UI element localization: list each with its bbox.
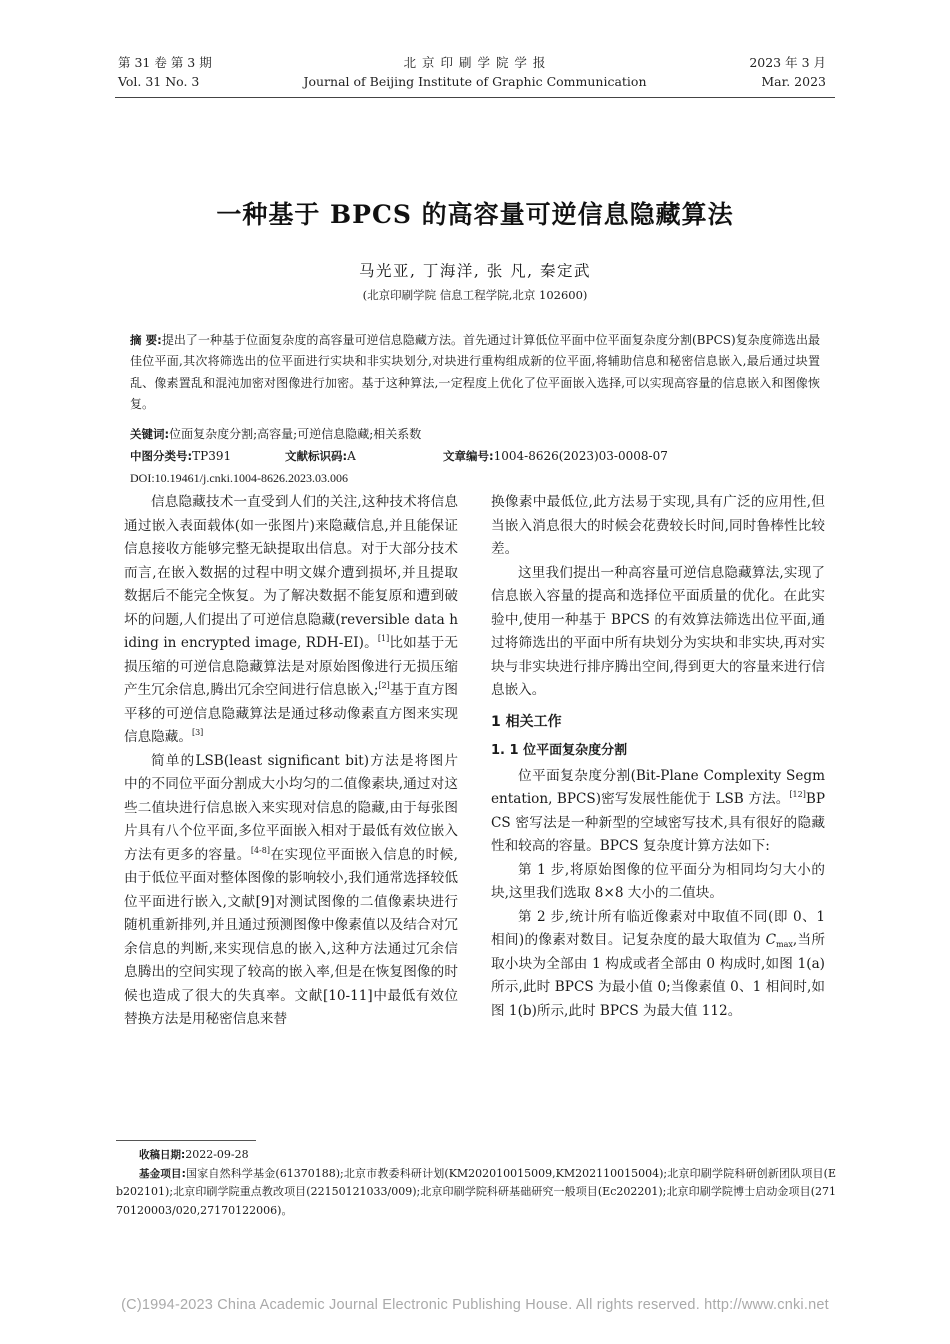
body-paragraph-continued: 换像素中最低位,此方法易于实现,具有广泛的应用性,但当嵌入消息很大的时候会花费较长时间,同时鲁棒性比较差。 bbox=[491, 494, 825, 557]
header-volume-en: Vol. 31 No. 3 bbox=[118, 74, 200, 89]
header-date-cn: 2023 年 3 月 bbox=[749, 55, 826, 70]
citation: [4-8] bbox=[250, 845, 270, 855]
doc-code-value: A bbox=[347, 449, 356, 463]
footnotes bbox=[116, 1146, 836, 1220]
header-journal-en: Journal of Beijing Institute of Graphic Communication bbox=[303, 74, 647, 89]
keywords bbox=[130, 425, 421, 443]
body-right-column bbox=[491, 491, 825, 1023]
classification-line bbox=[130, 447, 820, 465]
copyright-notice: (C)1994-2023 China Academic Journal Electronic Publishing House. All rights reserved. http://www.cnki.net bbox=[121, 1297, 829, 1313]
received-label: 收稿日期: bbox=[139, 1149, 186, 1161]
received-date: 收稿日期:2022-09-28 bbox=[139, 1148, 249, 1161]
variable-c: C bbox=[765, 932, 776, 948]
header-journal-cn: 北 京 印 刷 学 院 学 报 bbox=[403, 55, 547, 70]
header-date bbox=[749, 53, 826, 91]
article-no-value: 1004-8626(2023)03-0008-07 bbox=[493, 449, 668, 463]
citation: [12] bbox=[789, 790, 806, 799]
body-paragraph: 简单的LSB(least significant bit)方法是将图片中的不同位平面分割成大小均匀的二值像素块,通过对这些二值块进行信息嵌入来实现对信息的隐藏,由于每张图片具有八个位平面,多位平面嵌入相对于最低有效位嵌入方法有更多的容量。[4-8]在实现位平面嵌入信息的时候,由于低位平面对整体图像的影响较小,我们通常选择较低位平面进行嵌入,文献[9]对测试图像的二值像素块进行随机重新排列,并且通过预测图像中像素值以及结合对冗余信息的判断,来实现信息的嵌入,这种方法通过冗余信息腾出的空间实现了较高的嵌入率,但是在恢复图像的时候也造成了很大的失真率。文献[10-11]中最低有效位替换方法是用秘密信息来替 bbox=[124, 752, 458, 1027]
abstract-label: 摘 要: bbox=[130, 333, 162, 347]
citation: [2] bbox=[378, 681, 390, 690]
header-volume-cn: 第 31 卷 第 3 期 bbox=[118, 55, 212, 70]
doi: DOI:10.19461/j.cnki.1004-8626.2023.03.006 bbox=[130, 471, 348, 485]
doc-code-label: 文献标识码: bbox=[285, 449, 348, 463]
keywords-label: 关键词: bbox=[130, 427, 170, 441]
body-paragraph: 第 2 步,统计所有临近像素对中取值不同(即 0、1 相间)的像素对数目。记复杂度的最大取值为 $C_{max}$,当所取小块为全部由 1 构成或者全部由 0 构成时,如图 1(a)所示,此时 BPCS 为最小值 0;当像素值 0、1 相间时,如图 1(b)所示,此时 BPCS 为最大值 112。 bbox=[491, 908, 826, 1019]
section-heading: 1 相关工作 bbox=[491, 713, 562, 730]
body-paragraph: 位平面复杂度分割(Bit-Plane Complexity Segmentation, BPCS)密写发展性能优于 LSB 方法。[12]BPCS 密写法是一种新型的空域密写技术,具有很好的隐藏性和较高的容量。BPCS 复杂度计算方法如下: bbox=[491, 767, 825, 854]
citation: [1] bbox=[377, 634, 390, 643]
body-paragraph: 这里我们提出一种高容量可逆信息隐藏算法,实现了信息嵌入容量的提高和选择位平面质量的优化。在此实验中,使用一种基于 BPCS 的有效算法筛选出位平面,通过将筛选出的平面中所有块划分为实块和非实块,再对实块与非实块进行排序腾出空间,得到更大的容量来进行信息嵌入。 bbox=[491, 564, 825, 698]
paper-title: 一种基于 BPCS 的高容量可逆信息隐藏算法 bbox=[216, 200, 734, 229]
article-no-label: 文章编号: bbox=[443, 449, 494, 463]
body-paragraph: 信息隐藏技术一直受到人们的关注,这种技术将信息通过嵌入表面载体(如一张图片)来隐藏信息,并且能保证信息接收方能够完整无缺提取出信息。对于大部分技术而言,在嵌入数据的过程中明文媒介遭到损坏,并且提取数据后不能完全恢复。为了解决数据不能复原和遭到破坏的问题,人们提出了可逆信息隐藏(reversible data hiding in encrypted image, RDH-EI)。[1]比如基于无损压缩的可逆信息隐藏算法是对原始图像进行无损压缩产生冗余信息,腾出冗余空间进行信息嵌入;[2]基于直方图平移的可逆信息隐藏算法是通过移动像素直方图来实现信息隐藏。[3] bbox=[124, 494, 458, 745]
fund-projects: 基金项目:国家自然科学基金(61370188);北京市教委科研计划(KM202010015009,KM202110015004);北京印刷学院科研创新团队项目(Eb202101);北京印刷学院重点教改项目(22150121033/009);北京印刷学院科研基础研究一般项目(Ec202201);北京印刷学院博士启动金项目(27170120003/020,27170122006)。 bbox=[116, 1166, 837, 1217]
header-date-en: Mar. 2023 bbox=[761, 74, 826, 89]
paper-affiliation: (北京印刷学院 信息工程学院,北京 102600) bbox=[362, 288, 588, 302]
clc-label: 中图分类号: bbox=[130, 449, 193, 463]
variable-subscript: max bbox=[775, 940, 793, 949]
body-left-column bbox=[124, 491, 458, 1032]
abstract-text: 提出了一种基于位面复杂度的高容量可逆信息隐藏方法。首先通过计算低位平面中位平面复杂度分割(BPCS)复杂度筛选出最佳位平面,其次将筛选出的位平面进行实块和非实块划分,对块进行重构组成新的位平面,将辅助信息和秘密信息嵌入,最后通过块置乱、像素置乱和混沌加密对图像进行加密。基于这种算法,一定程度上优化了位平面嵌入选择,可以实现高容量的信息嵌入和图像恢复。 bbox=[130, 333, 820, 411]
clc-value: TP391 bbox=[192, 449, 232, 463]
keywords-text: 位面复杂度分割;高容量;可逆信息隐藏;相关系数 bbox=[169, 427, 422, 441]
header-rule bbox=[115, 97, 835, 98]
abstract bbox=[130, 330, 820, 415]
subsection-heading: 1. 1 位平面复杂度分割 bbox=[491, 742, 628, 758]
body-paragraph: 第 1 步,将原始图像的位平面分为相同均匀大小的块,这里我们选取 8×8 大小的二值块。 bbox=[491, 861, 825, 901]
fund-label: 基金项目: bbox=[139, 1167, 186, 1180]
footnote-rule bbox=[116, 1140, 256, 1141]
citation: [3] bbox=[191, 728, 204, 737]
paper-authors: 马光亚, 丁海洋, 张 凡, 秦定武 bbox=[359, 262, 591, 280]
